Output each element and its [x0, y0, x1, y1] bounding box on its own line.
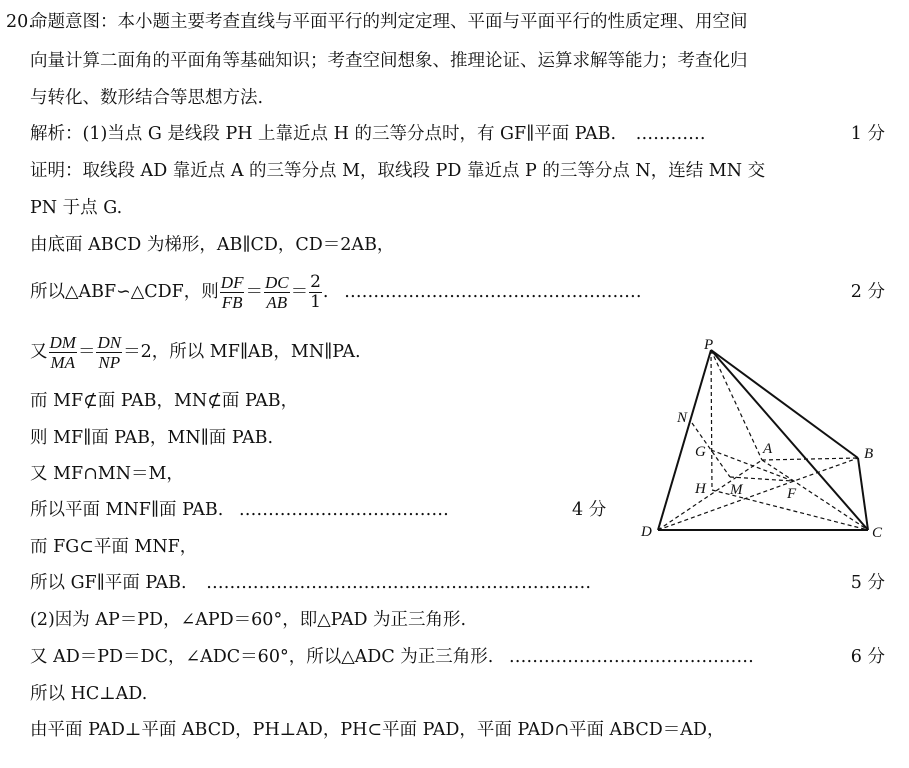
label-g: G: [695, 444, 706, 460]
proof-line-not-in-plane: 而 MF⊄面 PAB，MN⊄面 PAB，: [30, 391, 299, 411]
segment-ph: [711, 350, 712, 490]
proof-line-3: 由底面 ABCD 为梯形，AB∥CD，CD＝2AB，: [30, 235, 395, 255]
intent-line-3: 与转化、数形结合等思想方法.: [30, 88, 264, 108]
score-1: 1 分: [850, 124, 885, 144]
fraction-2-1: $\frac{2}{1}$: [310, 272, 321, 312]
label-d: D: [641, 524, 652, 540]
solution-part1-claim: 解析：(1)当点 G 是线段 PH 上靠近点 H 的三等分点时，有 GF∥平面 PAB. …………: [30, 124, 706, 144]
label-b: B: [864, 446, 874, 462]
proof-line-planes-parallel: 所以平面 MNF∥面 PAB. ………………………………: [30, 500, 449, 520]
label-a: A: [763, 441, 773, 457]
score-4: 4 分: [572, 500, 607, 520]
score-6: 6 分: [850, 647, 885, 667]
fraction-df-fb: $\frac{DF}{FB}$: [220, 273, 244, 312]
fraction-dn-np: $\frac{DN}{NP}$: [97, 333, 122, 372]
label-n: N: [677, 410, 688, 426]
part2-line-3: 所以 HC⊥AD.: [30, 684, 148, 704]
label-h: H: [695, 481, 706, 497]
part2-line-1: (2)因为 AP＝PD，∠APD＝60°，即△PAD 为正三角形.: [30, 610, 467, 630]
label-f: F: [787, 486, 797, 502]
ratio-conclusion: ＝2，所以 MF∥AB，MN∥PA.: [123, 342, 361, 362]
hidden-edges: [658, 350, 868, 530]
edge-pb: [711, 350, 858, 458]
intent-line-2: 向量计算二面角的平面角等基础知识；考查空间想象、推理论证、运算求解等能力；考查化归: [30, 51, 748, 71]
label-m: M: [730, 482, 743, 498]
edge-ab: [762, 458, 858, 460]
edge-pa: [711, 350, 762, 460]
intent-line-1: 命题意图：本小题主要考查直线与平面平行的判定定理、平面与平面平行的性质定理、用空间: [30, 12, 748, 32]
label-p: P: [704, 337, 714, 353]
edge-pc: [711, 350, 868, 530]
score-2: 2 分: [850, 282, 885, 302]
proof-line-conclusion: 所以 GF∥平面 PAB. …………………………………………………………: [30, 573, 592, 593]
fraction-dc-ab: $\frac{DC}{AB}$: [264, 273, 289, 312]
proof-line-parallel: 则 MF∥面 PAB，MN∥面 PAB.: [30, 428, 274, 448]
proof-line-ratio: 又 $\frac{DM}{MA}$ ＝ $\frac{DN}{NP}$ ＝2，所以 MF∥AB，MN∥PA.: [30, 333, 361, 372]
proof-line-1: 证明：取线段 AD 靠近点 A 的三等分点 M，取线段 PD 靠近点 P 的三等分点 N，连结 MN 交: [30, 161, 766, 181]
problem-number: 20.: [6, 12, 34, 32]
label-c: C: [872, 525, 883, 541]
fraction-dm-ma: $\frac{DM}{MA}$: [49, 333, 76, 372]
part2-line-2: 又 AD＝PD＝DC，∠ADC＝60°，所以△ADC 为正三角形. ……………………………………: [30, 647, 754, 667]
edge-pd: [658, 350, 711, 530]
pyramid-figure: [636, 334, 891, 549]
proof-line-fg-in-plane: 而 FG⊂平面 MNF，: [30, 537, 198, 557]
part2-line-4: 由平面 PAD⊥平面 ABCD，PH⊥AD，PH⊂平面 PAD，平面 PAD∩平面 ABCD＝AD，: [30, 720, 725, 740]
claim-text: 解析：(1)当点 G 是线段 PH 上靠近点 H 的三等分点时，有 GF∥平面 PAB.: [30, 124, 617, 144]
score-5: 5 分: [850, 573, 885, 593]
proof-line-similar: 所以△ABF∽△CDF，则 $\frac{DF}{FB}$ ＝ $\frac{DC}{AB}$ ＝ $\frac{2}{1}$ . ……………………………………………: [30, 272, 642, 312]
proof-line-2: PN 于点 G.: [30, 198, 123, 218]
proof-line-intersection: 又 MF∩MN＝M，: [30, 464, 184, 484]
segment-gf: [711, 450, 793, 481]
edge-da: [658, 460, 762, 530]
similar-text: 所以△ABF∽△CDF，则: [30, 282, 219, 302]
